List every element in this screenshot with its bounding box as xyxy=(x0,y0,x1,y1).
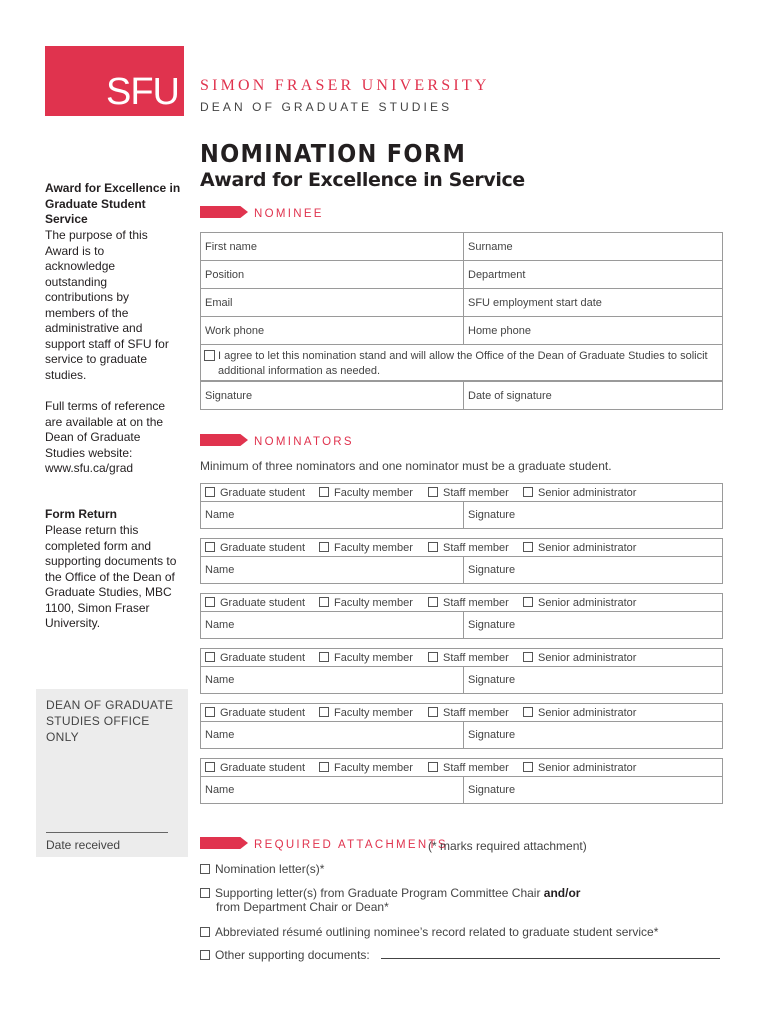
role-option[interactable] xyxy=(319,487,413,499)
agreement-text: I agree to let this nomination stand and will allow the Office of the Dean of Graduate Studies to solicit additional information as needed. xyxy=(218,350,708,377)
role-label: Faculty member xyxy=(334,652,413,664)
nominator-block xyxy=(200,538,723,584)
nominator-block xyxy=(200,648,723,694)
checkbox[interactable] xyxy=(428,597,438,607)
checkbox[interactable] xyxy=(319,487,329,497)
nominators-arrow-icon xyxy=(200,434,248,446)
nominator-block xyxy=(200,703,723,749)
office-use-label: DEAN OF GRADUATE STUDIES OFFICE ONLY xyxy=(46,698,174,744)
role-option[interactable] xyxy=(319,707,413,719)
page-subtitle: Award for Excellence in Service xyxy=(200,169,525,191)
role-option[interactable] xyxy=(319,542,413,554)
checkbox[interactable] xyxy=(205,487,215,497)
checkbox[interactable] xyxy=(523,762,533,772)
work-phone-field[interactable]: Work phone xyxy=(201,317,464,345)
date-of-signature-field[interactable]: Date of signature xyxy=(464,382,723,410)
logo-text: SFU xyxy=(106,71,179,113)
attachment-item-nomination: Nomination letter(s)* xyxy=(200,862,324,876)
checkbox[interactable] xyxy=(523,652,533,662)
attachment-item-other: Other supporting documents: xyxy=(200,948,370,962)
role-option[interactable] xyxy=(319,652,413,664)
role-label: Graduate student xyxy=(220,652,306,664)
role-option[interactable] xyxy=(428,487,509,499)
role-option[interactable] xyxy=(523,707,636,719)
role-label: Staff member xyxy=(443,762,509,774)
nominator-signature-field[interactable]: Signature xyxy=(464,722,723,749)
checkbox[interactable] xyxy=(205,542,215,552)
role-label: Senior administrator xyxy=(538,652,637,664)
checkbox[interactable] xyxy=(428,542,438,552)
role-label: Faculty member xyxy=(334,542,413,554)
checkbox[interactable] xyxy=(319,542,329,552)
checkbox[interactable] xyxy=(319,762,329,772)
role-label: Graduate student xyxy=(220,487,306,499)
department-field[interactable]: Department xyxy=(464,261,723,289)
role-option[interactable] xyxy=(205,707,305,719)
checkbox[interactable] xyxy=(205,652,215,662)
nominator-signature-field[interactable]: Signature xyxy=(464,612,723,639)
role-label: Faculty member xyxy=(334,707,413,719)
sfu-logo xyxy=(45,46,184,116)
nominator-block xyxy=(200,758,723,804)
checkbox[interactable] xyxy=(428,707,438,717)
start-date-field[interactable]: SFU employment start date xyxy=(464,289,723,317)
role-label: Senior administrator xyxy=(538,542,637,554)
nominator-signature-field[interactable]: Signature xyxy=(464,557,723,584)
role-label: Staff member xyxy=(443,597,509,609)
role-option[interactable] xyxy=(319,597,413,609)
email-field[interactable]: Email xyxy=(201,289,464,317)
checkbox[interactable] xyxy=(205,597,215,607)
agreement-row xyxy=(200,344,723,381)
date-received-line xyxy=(46,832,168,833)
role-label: Staff member xyxy=(443,707,509,719)
role-option[interactable] xyxy=(428,542,509,554)
attachment-item-supporting: Supporting letter(s) from Graduate Program Committee Chair and/or from Department Chair or Dean* xyxy=(200,886,580,914)
position-field[interactable]: Position xyxy=(201,261,464,289)
role-label: Senior administrator xyxy=(538,597,637,609)
checkbox[interactable] xyxy=(200,864,210,874)
checkbox[interactable] xyxy=(523,487,533,497)
nominator-signature-field[interactable]: Signature xyxy=(464,667,723,694)
role-label: Graduate student xyxy=(220,707,306,719)
role-label: Graduate student xyxy=(220,597,306,609)
role-label: Senior administrator xyxy=(538,487,637,499)
sidebar-return-text: Please return this completed form and supporting documents to the Office of the Dean of Graduate Studies, MBC 1100, Simon Fraser University. xyxy=(45,523,177,630)
first-name-field[interactable]: First name xyxy=(201,233,464,261)
role-label: Staff member xyxy=(443,652,509,664)
checkbox[interactable] xyxy=(200,888,210,898)
nominee-arrow-icon xyxy=(200,206,248,218)
checkbox[interactable] xyxy=(523,707,533,717)
nominator-role-row xyxy=(201,759,723,777)
checkbox[interactable] xyxy=(205,762,215,772)
role-label: Graduate student xyxy=(220,542,306,554)
sidebar-return-title: Form Return xyxy=(45,507,117,521)
attachment-item-resume: Abbreviated résumé outlining nominee’s record related to graduate student service* xyxy=(200,925,658,939)
nominator-name-field[interactable]: Name xyxy=(201,557,464,584)
home-phone-field[interactable]: Home phone xyxy=(464,317,723,345)
checkbox[interactable] xyxy=(200,927,210,937)
role-option[interactable] xyxy=(428,652,509,664)
page-title: NOMINATION FORM xyxy=(200,139,467,168)
role-option[interactable] xyxy=(523,487,636,499)
checkbox[interactable] xyxy=(319,597,329,607)
role-label: Graduate student xyxy=(220,762,306,774)
university-name: SIMON FRASER UNIVERSITY xyxy=(200,77,490,94)
role-option[interactable] xyxy=(205,487,305,499)
checkbox[interactable] xyxy=(319,652,329,662)
role-option[interactable] xyxy=(205,762,305,774)
checkbox[interactable] xyxy=(205,707,215,717)
nominator-role-row xyxy=(201,649,723,667)
nominator-block xyxy=(200,593,723,639)
role-option[interactable] xyxy=(428,597,509,609)
surname-field[interactable]: Surname xyxy=(464,233,723,261)
role-option[interactable] xyxy=(523,597,636,609)
role-label: Senior administrator xyxy=(538,762,637,774)
checkbox[interactable] xyxy=(523,542,533,552)
department-name: DEAN OF GRADUATE STUDIES xyxy=(200,100,453,114)
nominator-signature-field[interactable]: Signature xyxy=(464,502,723,529)
role-label: Senior administrator xyxy=(538,707,637,719)
nominator-role-row xyxy=(201,704,723,722)
attachments-section-title: REQUIRED ATTACHMENTS xyxy=(254,839,448,851)
nominator-role-row xyxy=(201,539,723,557)
nominator-name-field[interactable]: Name xyxy=(201,722,464,749)
role-option[interactable] xyxy=(205,652,305,664)
role-label: Staff member xyxy=(443,542,509,554)
sidebar-award-title: Award for Excellence in Graduate Student Service xyxy=(45,181,181,226)
checkbox[interactable] xyxy=(428,762,438,772)
agreement-checkbox[interactable] xyxy=(204,350,215,361)
role-option[interactable] xyxy=(523,652,636,664)
checkbox[interactable] xyxy=(200,950,210,960)
role-label: Faculty member xyxy=(334,597,413,609)
attachments-note: (* marks required attachment) xyxy=(428,839,587,853)
checkbox[interactable] xyxy=(428,487,438,497)
role-option[interactable] xyxy=(205,597,305,609)
nominee-table xyxy=(200,232,723,345)
sidebar-purpose: The purpose of this Award is to acknowledge outstanding contributions by members of the administrative and support staff of SFU for service to graduate studies. xyxy=(45,228,169,382)
nominee-signature-field[interactable]: Signature xyxy=(201,382,464,410)
other-documents-line[interactable] xyxy=(381,958,720,959)
role-option[interactable] xyxy=(205,542,305,554)
nominator-name-field[interactable]: Name xyxy=(201,667,464,694)
nominee-section-title: NOMINEE xyxy=(254,208,324,220)
nominator-signature-field[interactable]: Signature xyxy=(464,777,723,804)
date-received-label: Date received xyxy=(46,838,121,852)
checkbox[interactable] xyxy=(319,707,329,717)
attachments-arrow-icon xyxy=(200,837,248,849)
role-option[interactable] xyxy=(319,762,413,774)
role-label: Staff member xyxy=(443,487,509,499)
signature-table xyxy=(200,381,723,410)
role-label: Faculty member xyxy=(334,487,413,499)
nominator-name-field[interactable]: Name xyxy=(201,502,464,529)
checkbox[interactable] xyxy=(428,652,438,662)
role-option[interactable] xyxy=(428,762,509,774)
nominator-role-row xyxy=(201,594,723,612)
sidebar-terms: Full terms of reference are available at on the Dean of Graduate Studies website: www.sfu.ca/grad xyxy=(45,399,166,475)
nominator-name-field[interactable]: Name xyxy=(201,612,464,639)
nominator-name-field[interactable]: Name xyxy=(201,777,464,804)
role-option[interactable] xyxy=(523,762,636,774)
role-option[interactable] xyxy=(428,707,509,719)
role-option[interactable] xyxy=(523,542,636,554)
role-label: Faculty member xyxy=(334,762,413,774)
checkbox[interactable] xyxy=(523,597,533,607)
nominators-section-title: NOMINATORS xyxy=(254,436,354,448)
nominators-note: Minimum of three nominators and one nominator must be a graduate student. xyxy=(200,459,612,473)
nominator-role-row xyxy=(201,484,723,502)
nominator-block xyxy=(200,483,723,529)
